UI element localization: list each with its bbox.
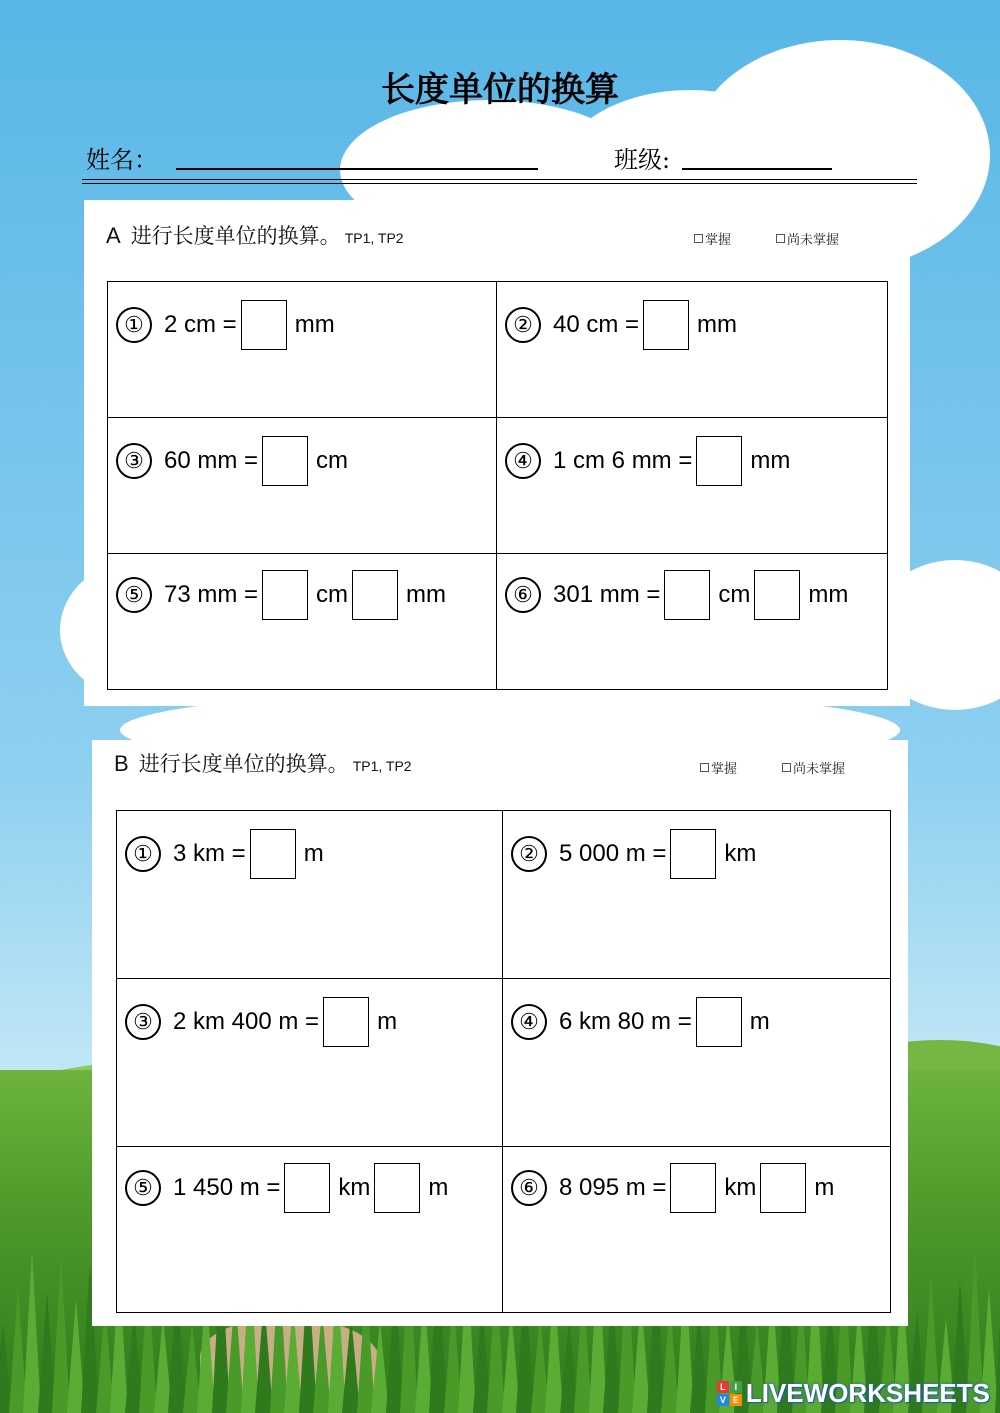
unit-label: m: [814, 1174, 835, 1201]
unit-label: mm: [406, 581, 447, 608]
answer-box[interactable]: [754, 570, 800, 620]
section-instruction: 进行长度单位的换算。: [138, 752, 349, 776]
section-letter: A: [106, 223, 121, 248]
answer-box[interactable]: [696, 997, 742, 1047]
question-expression: 301 mm =: [553, 581, 661, 608]
question-number: ①: [125, 836, 161, 872]
mastered-label: 掌握: [705, 233, 732, 248]
header-divider: [82, 183, 917, 184]
question-cell: [108, 554, 497, 690]
answer-box[interactable]: [241, 300, 287, 350]
question: [125, 1163, 448, 1213]
not-mastered-check[interactable]: [776, 229, 839, 248]
question: [511, 997, 770, 1047]
answer-box[interactable]: [374, 1163, 420, 1213]
watermark: dreamstime: [255, 700, 560, 751]
question: [116, 300, 335, 350]
unit-label: km: [724, 1174, 757, 1201]
header-divider: [82, 179, 917, 180]
question: [505, 300, 737, 350]
unit-label: cm: [316, 581, 349, 608]
brand-name: LIVEWORKSHEETS: [745, 1378, 990, 1408]
tp-label: TP1, TP2: [352, 758, 412, 774]
question-number: ⑥: [511, 1170, 547, 1206]
checkbox-icon: [694, 234, 703, 243]
question-cell: [503, 1147, 891, 1313]
question-cell: [497, 418, 888, 554]
mastered-check[interactable]: [700, 758, 737, 777]
answer-box[interactable]: [262, 436, 308, 486]
mastered-check[interactable]: [694, 229, 731, 248]
question-number: ⑤: [116, 577, 152, 613]
question-cell: [497, 282, 888, 418]
answer-box[interactable]: [696, 436, 742, 486]
section-a-heading: [106, 220, 404, 250]
question-cell: [503, 811, 891, 979]
question-expression: 1 450 m =: [173, 1174, 281, 1201]
question-expression: 60 mm =: [164, 447, 259, 474]
question-expression: 73 mm =: [164, 581, 259, 608]
not-mastered-check[interactable]: [782, 758, 845, 777]
question-expression: 3 km =: [173, 840, 246, 867]
checkbox-icon: [782, 763, 791, 772]
name-label: 姓名：: [86, 146, 158, 174]
question-expression: 1 cm 6 mm =: [553, 447, 693, 474]
section-instruction: 进行长度单位的换算。: [130, 224, 341, 248]
question: [116, 436, 348, 486]
question-number: ⑤: [125, 1170, 161, 1206]
answer-box[interactable]: [760, 1163, 806, 1213]
question: [505, 570, 848, 620]
brand-mark-letter: L: [717, 1381, 729, 1393]
unit-label: cm: [718, 581, 751, 608]
answer-box[interactable]: [352, 570, 398, 620]
not-mastered-label: 尚未掌握: [787, 233, 840, 248]
unit-label: mm: [294, 311, 335, 338]
brand-mark-letter: V: [717, 1394, 729, 1406]
question-cell: [117, 979, 503, 1147]
unit-label: km: [338, 1174, 371, 1201]
question-number: ①: [116, 307, 152, 343]
question-number: ②: [505, 307, 541, 343]
section-b-grid: [116, 810, 891, 1313]
answer-box[interactable]: [323, 997, 369, 1047]
unit-label: mm: [697, 311, 738, 338]
question-cell: [117, 811, 503, 979]
answer-box[interactable]: [670, 1163, 716, 1213]
section-b-heading: [114, 748, 412, 778]
brand-mark: [717, 1381, 742, 1406]
brand-mark-letter: E: [730, 1394, 742, 1406]
not-mastered-label: 尚未掌握: [793, 762, 846, 777]
answer-box[interactable]: [262, 570, 308, 620]
answer-box[interactable]: [664, 570, 710, 620]
section-letter: B: [114, 751, 129, 776]
question-cell: [117, 1147, 503, 1313]
unit-label: mm: [750, 447, 791, 474]
class-label: 班级:: [614, 146, 671, 174]
question-expression: 8 095 m =: [559, 1174, 667, 1201]
question: [116, 570, 446, 620]
unit-label: m: [303, 840, 324, 867]
answer-box[interactable]: [643, 300, 689, 350]
page-title: 长度单位的换算: [381, 70, 619, 110]
tp-label: TP1, TP2: [344, 230, 404, 246]
question-cell: [108, 418, 497, 554]
question-number: ④: [511, 1004, 547, 1040]
question-expression: 2 cm =: [164, 311, 237, 338]
question-expression: 40 cm =: [553, 311, 640, 338]
unit-label: km: [724, 840, 757, 867]
question-number: ④: [505, 443, 541, 479]
question-number: ③: [116, 443, 152, 479]
question: [125, 829, 324, 879]
name-field[interactable]: [176, 146, 538, 170]
answer-box[interactable]: [670, 829, 716, 879]
mastered-label: 掌握: [711, 762, 738, 777]
question-expression: 2 km 400 m =: [173, 1008, 320, 1035]
question-number: ⑥: [505, 577, 541, 613]
unit-label: m: [749, 1008, 770, 1035]
question: [125, 997, 397, 1047]
question-cell: [497, 554, 888, 690]
checkbox-icon: [700, 763, 709, 772]
question-expression: 5 000 m =: [559, 840, 667, 867]
question-cell: [503, 979, 891, 1147]
brand-mark-letter: I: [730, 1381, 742, 1393]
class-field[interactable]: [682, 146, 832, 170]
question-number: ③: [125, 1004, 161, 1040]
question: [511, 829, 756, 879]
unit-label: m: [428, 1174, 449, 1201]
question: [511, 1163, 834, 1213]
checkbox-icon: [776, 234, 785, 243]
question-cell: [108, 282, 497, 418]
section-a-grid: [107, 281, 888, 690]
answer-box[interactable]: [284, 1163, 330, 1213]
answer-box[interactable]: [250, 829, 296, 879]
question-expression: 6 km 80 m =: [559, 1008, 692, 1035]
unit-label: m: [377, 1008, 398, 1035]
liveworksheets-logo: [717, 1378, 990, 1409]
question-number: ②: [511, 836, 547, 872]
question: [505, 436, 790, 486]
grass-blade: [995, 1250, 1000, 1413]
unit-label: cm: [316, 447, 349, 474]
unit-label: mm: [808, 581, 849, 608]
